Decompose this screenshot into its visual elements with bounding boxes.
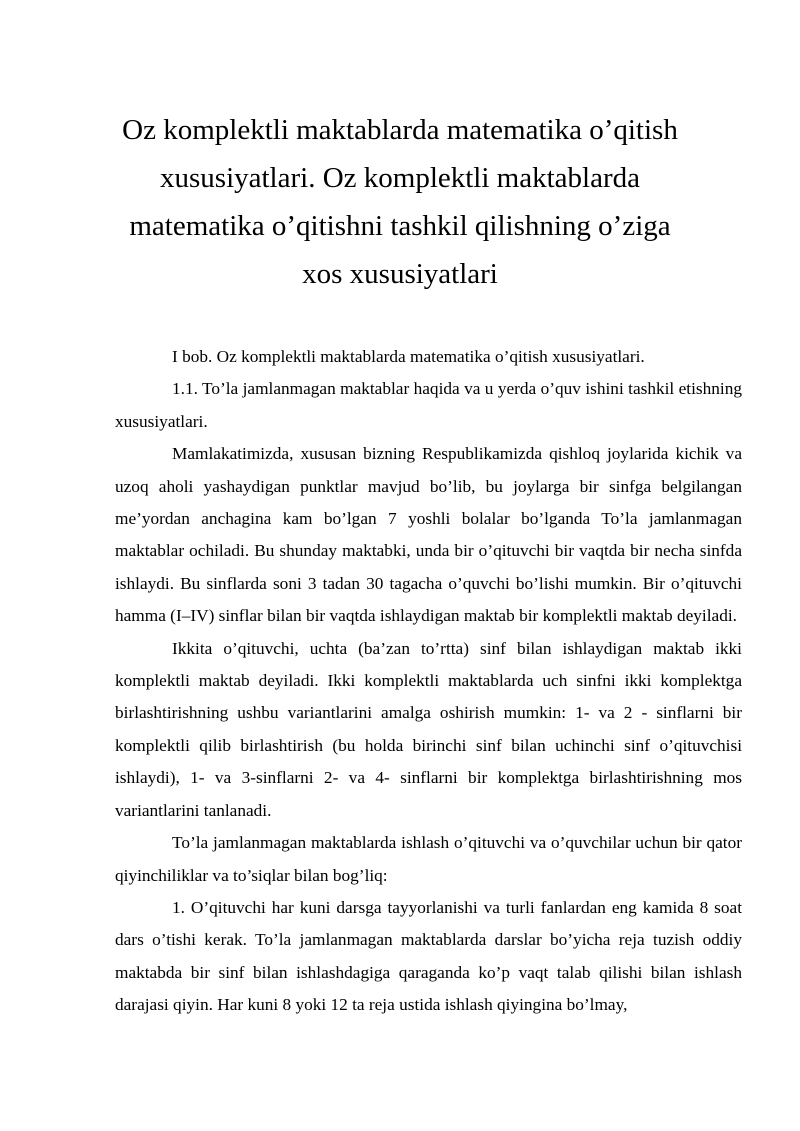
document-body bbox=[115, 341, 742, 1022]
body-paragraph: Mamlakatimizda, xususan bizning Respublikamizda qishloq joylarida kichik va uzoq aholi yashaydigan punktlar mavjud bo’lib, bu joylarga bir sinfga belgilangan me’yordan anchagina kam bo’lgan 7 yoshli bolalar bo’lganda To’la jamlanmagan maktablar ochiladi. Bu shunday maktabki, unda bir o’qituvchi bir vaqtda bir necha sinfda ishlaydi. Bu sinflarda soni 3 tadan 30 tagacha o’quvchi bo’lishi mumkin. Bir o’qituvchi hamma (I–IV) sinflar bilan bir vaqtda ishlaydigan maktab bir komplektli maktab deyiladi. bbox=[115, 444, 742, 626]
document-title: Oz komplektli maktablarda matematika o’qitish xususiyatlari. Oz komplektli maktablarda matematika o’qitishni tashkil qilishning o’ziga xos xususiyatlari bbox=[122, 114, 678, 290]
numbered-paragraph: 1. O’qituvchi har kuni darsga tayyorlanishi va turli fanlardan eng kamida 8 soat dars o’tishi kerak. To’la jamlanmagan maktablarda darslar bo’yicha reja tuzish oddiy maktabda bir sinf bilan ishlashdagiga qaraganda ko’p vaqt talab qilishi bilan ishlash darajasi qiyin. Har kuni 8 yoki 12 ta reja ustida ishlash qiyingina bo’lmay, bbox=[115, 897, 742, 1015]
chapter-heading: I bob. Oz komplektli maktablarda matematika o’qitish xususiyatlari. bbox=[172, 347, 645, 366]
body-paragraph: To’la jamlanmagan maktablarda ishlash o’qituvchi va o’quvchilar uchun bir qator qiyinchiliklar va to’siqlar bilan bog’liq: bbox=[115, 833, 742, 885]
section-heading: 1.1. To’la jamlanmagan maktablar haqida va u yerda o’quv ishini tashkil etishning xususiyatlari. bbox=[115, 379, 742, 431]
body-paragraph: Ikkita o’qituvchi, uchta (ba’zan to’rtta) sinf bilan ishlaydigan maktab ikki komplektli maktab deyiladi. Ikki komplektli maktablarda uch sinfni ikki komplektga birlashtirishning ushbu variantlarini amalga oshirish mumkin: 1- va 2 - sinflarni bir komplektli qilib birlashtirish (bu holda birinchi sinf bilan uchinchi sinf o’qituvchisi ishlaydi), 1- va 3-sinflarni 2- va 4- sinflarni bir komplektga birlashtirishning mos variantlarini tanlanadi. bbox=[115, 638, 742, 820]
